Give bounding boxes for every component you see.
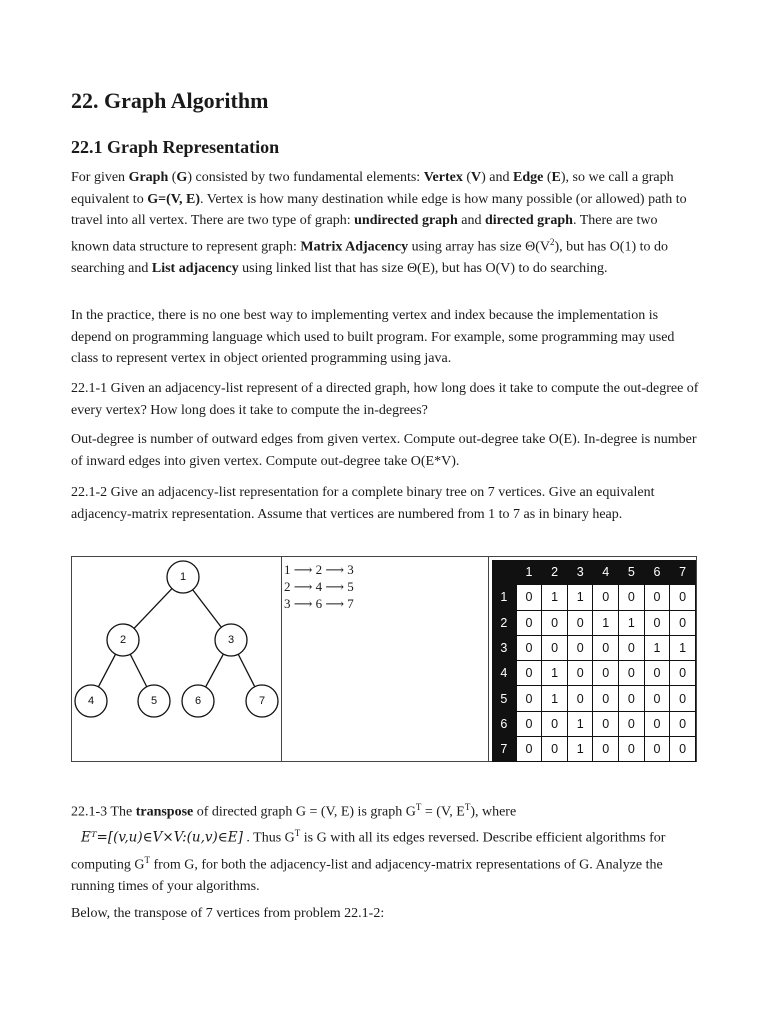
matrix-row — [492, 711, 696, 736]
matrix-cell: 0 — [644, 610, 670, 635]
question-22-1-3: 22.1-3 The transpose of directed graph G = (V, E) is graph $G^T = (V$, $E^T$), where Eᵀ=[(v,u)∈V×V:(u,v)∈E] . Thus $G^T$ is G with all its edges reversed. Describe efficient algorithms for computing $G^T$ from G, for both the adjacency-list and adjacency-matrix representations of G. Analyze the running times of your algorithms. — [71, 802, 666, 894]
matrix-cell: 0 — [516, 686, 542, 711]
matrix-col-header-5: 5 — [619, 560, 645, 585]
matrix-cell: 1 — [644, 635, 670, 660]
matrix-cell: 0 — [619, 686, 645, 711]
matrix-row — [492, 686, 696, 711]
intro-paragraph: For given Graph (G) consisted by two fundamental elements: Vertex (V) and Edge (E), so we call a graph equivalent to G=(V, E). Vertex is how many destination while edge is how many possible (or allowed) path to travel into all vertex. There are two type of graph: undirected graph and directed graph. There are two known data structure to represent graph: Matrix Adjacency using array has size $\Theta(V^2)$, but has O(1) to do searching and List adjacency using linked list that has size Θ(E), but has O(V) to do searching. — [71, 170, 687, 277]
matrix-cell: 0 — [644, 711, 670, 736]
matrix-cell: 0 — [593, 661, 619, 686]
matrix-cell: 0 — [593, 585, 619, 610]
matrix-col-header-7: 7 — [670, 560, 696, 585]
tree-node-1 — [167, 561, 199, 593]
tree-node-3 — [215, 624, 247, 656]
matrix-cell: 1 — [542, 686, 568, 711]
tree-edge-2-5 — [130, 654, 147, 686]
answer-22-1-1: Out-degree is number of outward edges from given vertex. Compute out-degree take O(E). In-degree is number of inward edges into given vertex. Compute out-degree take O(E*V). — [71, 432, 697, 469]
svg-text:2: 2 — [119, 634, 127, 646]
matrix-cell: 0 — [670, 585, 696, 610]
matrix-cell: 0 — [542, 737, 568, 762]
matrix-cell: 0 — [670, 610, 696, 635]
matrix-cell: 1 — [567, 737, 593, 762]
matrix-col-header-6: 6 — [644, 560, 670, 585]
matrix-row-header-6: 6 — [492, 711, 516, 736]
matrix-cell: 0 — [670, 711, 696, 736]
transpose-formula: Eᵀ=[(v,u)∈V×V:(u,v)∈E] — [81, 829, 243, 846]
matrix-cell: 1 — [567, 711, 593, 736]
matrix-col-header-1: 1 — [516, 560, 542, 585]
adjacency-matrix-cell — [490, 557, 696, 761]
matrix-cell: 0 — [516, 610, 542, 635]
matrix-cell: 0 — [670, 686, 696, 711]
tree-node-4 — [75, 685, 107, 717]
svg-text:3: 3 — [227, 634, 235, 646]
below-caption: Below, the transpose of 7 vertices from problem 22.1-2: — [71, 906, 385, 921]
matrix-col-header-2: 2 — [542, 560, 568, 585]
tree-edge-1-3 — [193, 590, 222, 628]
matrix-row — [492, 737, 696, 762]
matrix-row-header-4: 4 — [492, 661, 516, 686]
matrix-cell: 0 — [670, 661, 696, 686]
matrix-row-header-1: 1 — [492, 585, 516, 610]
adjacency-list-row-3: 3 ⟶ 6 ⟶ 7 — [284, 596, 354, 611]
matrix-cell: 0 — [644, 737, 670, 762]
matrix-cell: 0 — [542, 711, 568, 736]
svg-text:7: 7 — [258, 695, 266, 707]
matrix-cell: 1 — [619, 610, 645, 635]
practice-paragraph: In the practice, there is no one best way to implementing vertex and index because the implementation is depend on programming language which used to built program. For example, some programming may used class to represent vertex in object oriented programming using java. — [71, 308, 675, 367]
matrix-cell: 1 — [670, 635, 696, 660]
matrix-cell: 0 — [644, 585, 670, 610]
matrix-header-row — [492, 560, 696, 585]
matrix-row-header-2: 2 — [492, 610, 516, 635]
matrix-row — [492, 635, 696, 660]
matrix-row-header-7: 7 — [492, 737, 516, 762]
tree-edge-2-4 — [98, 654, 115, 687]
tree-edge-1-2 — [134, 589, 172, 629]
svg-text:6: 6 — [194, 695, 202, 707]
matrix-cell: 0 — [567, 661, 593, 686]
matrix-cell: 0 — [619, 661, 645, 686]
matrix-cell: 0 — [644, 661, 670, 686]
matrix-cell: 0 — [516, 711, 542, 736]
adjacency-list-cell — [281, 557, 489, 761]
svg-text:5: 5 — [150, 695, 158, 707]
tree-node-5 — [138, 685, 170, 717]
binary-tree-cell — [72, 557, 282, 761]
matrix-row — [492, 585, 696, 610]
matrix-cell: 0 — [619, 737, 645, 762]
matrix-row — [492, 610, 696, 635]
matrix-cell: 0 — [516, 661, 542, 686]
matrix-cell: 0 — [567, 610, 593, 635]
adjacency-matrix — [492, 560, 696, 762]
page-title: 22. Graph Algorithm — [71, 88, 269, 113]
tree-edge-3-6 — [206, 654, 224, 687]
matrix-row-header-3: 3 — [492, 635, 516, 660]
tree-node-6 — [182, 685, 214, 717]
matrix-row-header-5: 5 — [492, 686, 516, 711]
matrix-cell: 1 — [593, 610, 619, 635]
matrix-cell: 0 — [542, 610, 568, 635]
matrix-cell: 0 — [619, 635, 645, 660]
tree-node-2 — [107, 624, 139, 656]
binary-tree-diagram — [72, 557, 281, 761]
matrix-col-header-4: 4 — [593, 560, 619, 585]
svg-text:4: 4 — [87, 695, 95, 707]
section-title: 22.1 Graph Representation — [71, 137, 280, 157]
tree-edge-3-7 — [238, 654, 255, 686]
matrix-cell: 0 — [516, 585, 542, 610]
matrix-cell: 0 — [593, 711, 619, 736]
adjacency-list-row-1: 1 ⟶ 2 ⟶ 3 — [284, 562, 354, 577]
matrix-cell: 0 — [593, 737, 619, 762]
matrix-cell: 1 — [542, 661, 568, 686]
matrix-cell: 0 — [670, 737, 696, 762]
matrix-cell: 1 — [542, 585, 568, 610]
svg-text:1: 1 — [179, 571, 187, 583]
matrix-cell: 0 — [516, 635, 542, 660]
matrix-cell: 0 — [542, 635, 568, 660]
question-22-1-1: 22.1-1 Given an adjacency-list represent of a directed graph, how long does it take to compute the out-degree of every vertex? How long does it take to compute the in-degrees? — [71, 381, 699, 418]
matrix-cell: 0 — [567, 686, 593, 711]
matrix-cell: 1 — [567, 585, 593, 610]
matrix-cell: 0 — [644, 686, 670, 711]
matrix-cell: 0 — [593, 635, 619, 660]
matrix-row — [492, 661, 696, 686]
matrix-cell: 0 — [516, 737, 542, 762]
question-22-1-2: 22.1-2 Give an adjacency-list representation for a complete binary tree on 7 vertices. Give an equivalent adjacency-matrix representation. Assume that vertices are numbered from 1 to 7 as in binary heap. — [71, 485, 655, 522]
matrix-cell: 0 — [619, 711, 645, 736]
tree-node-7 — [246, 685, 278, 717]
matrix-cell: 0 — [593, 686, 619, 711]
matrix-corner — [492, 560, 516, 585]
matrix-cell: 0 — [567, 635, 593, 660]
matrix-col-header-3: 3 — [567, 560, 593, 585]
figure-table — [71, 556, 697, 762]
matrix-cell: 0 — [619, 585, 645, 610]
adjacency-list-row-2: 2 ⟶ 4 ⟶ 5 — [284, 579, 354, 594]
